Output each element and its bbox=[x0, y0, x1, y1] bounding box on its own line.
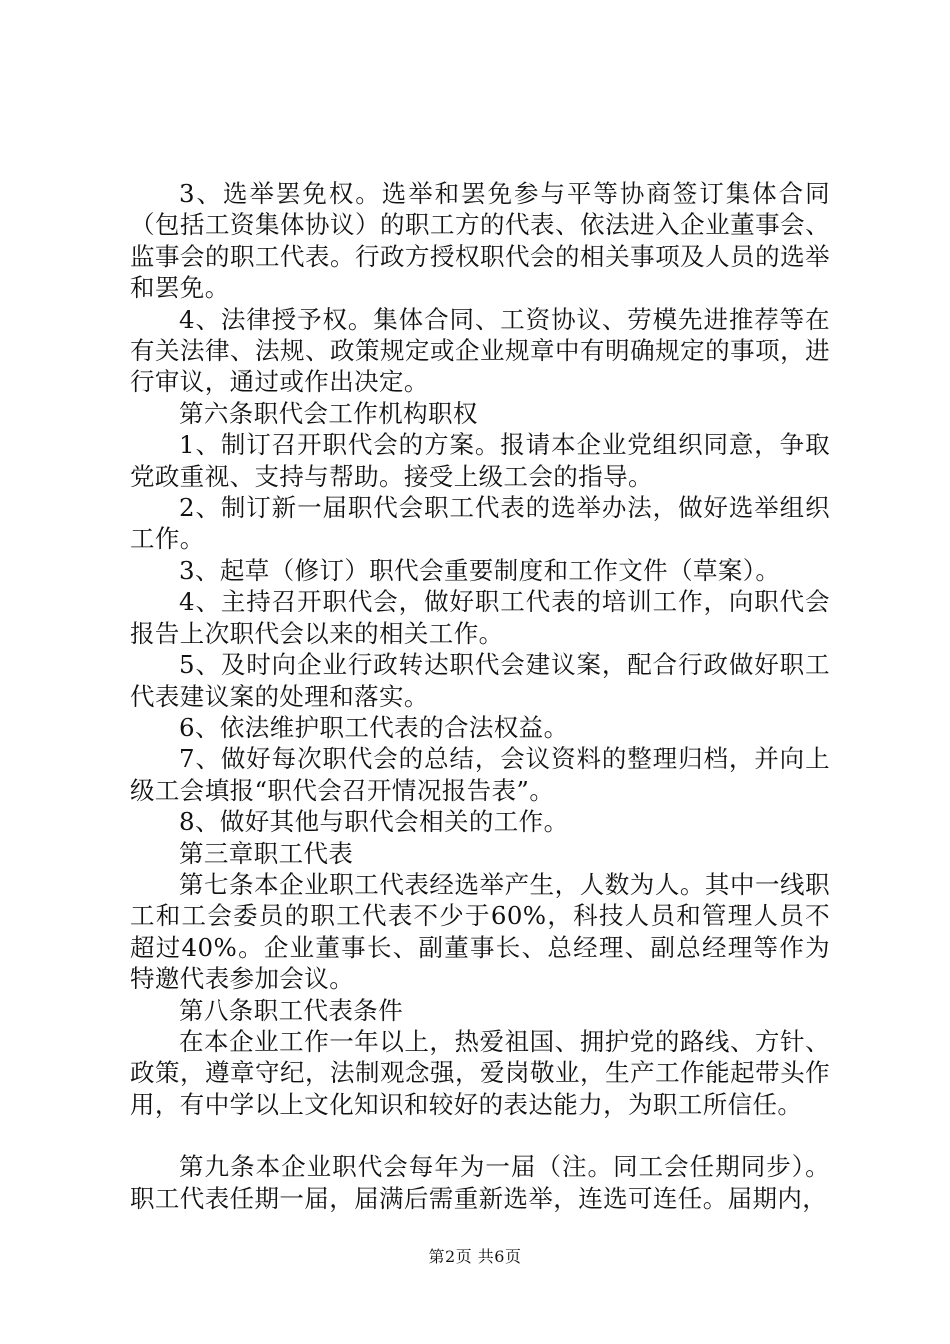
paragraph-article-8: 在本企业工作一年以上，热爱祖国、拥护党的路线、方针、政策，遵章守纪，法制观念强，爱岗敬业，生产工作能起带头作用，有中学以上文化知识和较好的表达能力，为职工所信任。 bbox=[130, 1026, 830, 1119]
document-body bbox=[130, 178, 830, 1214]
paragraph-duty-3: 3、起草（修订）职代会重要制度和工作文件（草案）。 bbox=[179, 555, 781, 585]
paragraph-article-9: 第九条本企业职代会每年为一届（注。同工会任期同步）。职工代表任期一届，届满后需重新选举，连选可连任。届期内， bbox=[130, 1152, 830, 1213]
paragraph-duty-1: 1、制订召开职代会的方案。报请本企业党组织同意，争取党政重视、支持与帮助。接受上级工会的指导。 bbox=[130, 430, 830, 491]
article-8-heading: 第八条职工代表条件 bbox=[179, 995, 404, 1025]
paragraph-election-rights: 3、选举罢免权。选举和罢免参与平等协商签订集体合同（包括工资集体协议）的职工方的代表、依法进入企业董事会、监事会的职工代表。行政方授权职代会的相关事项及人员的选举和罢免。 bbox=[130, 179, 830, 303]
article-6-heading: 第六条职代会工作机构职权 bbox=[179, 398, 478, 428]
chapter-3-heading: 第三章职工代表 bbox=[179, 838, 354, 868]
paragraph-duty-2: 2、制订新一届职代会职工代表的选举办法，做好选举组织工作。 bbox=[130, 493, 830, 554]
paragraph-legal-rights: 4、法律授予权。集体合同、工资协议、劳模先进推荐等在有关法律、法规、政策规定或企业规章中有明确规定的事项，进行审议，通过或作出决定。 bbox=[130, 304, 830, 397]
paragraph-spacer bbox=[130, 1120, 830, 1151]
paragraph-duty-8: 8、做好其他与职代会相关的工作。 bbox=[179, 807, 569, 837]
page-footer: 第2页 共6页 bbox=[428, 1247, 522, 1266]
paragraph-duty-5: 5、及时向企业行政转达职代会建议案，配合行政做好职工代表建议案的处理和落实。 bbox=[130, 650, 830, 711]
paragraph-duty-6: 6、依法维护职工代表的合法权益。 bbox=[179, 712, 569, 742]
paragraph-duty-7: 7、做好每次职代会的总结，会议资料的整理归档，并向上级工会填报“职代会召开情况报告表”。 bbox=[130, 744, 830, 805]
paragraph-article-7: 第七条本企业职工代表经选举产生，人数为人。其中一线职工和工会委员的职工代表不少于60%，科技人员和管理人员不超过40%。企业董事长、副董事长、总经理、副总经理等作为特邀代表参加会议。 bbox=[130, 869, 830, 994]
paragraph-duty-4: 4、主持召开职代会，做好职工代表的培训工作，向职代会报告上次职代会以来的相关工作。 bbox=[130, 587, 830, 648]
